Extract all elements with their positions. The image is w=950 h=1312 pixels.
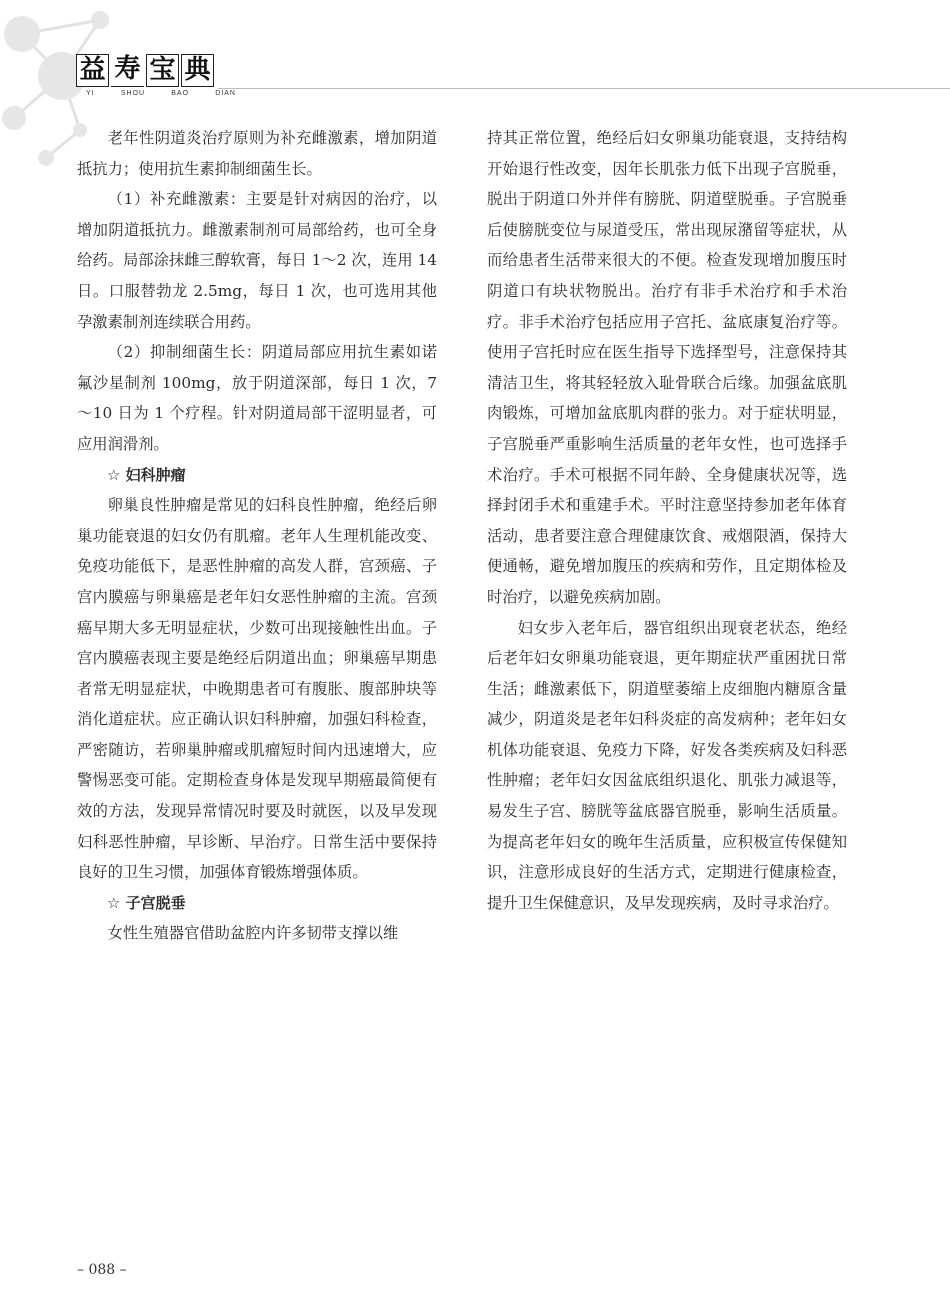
logo-char: 典	[181, 54, 214, 87]
pinyin-label: DIAN	[215, 90, 236, 97]
page-number: – 088 –	[77, 1262, 127, 1278]
logo-char: 宝	[146, 54, 179, 87]
right-text-column	[487, 123, 847, 918]
masthead-pinyin	[86, 90, 236, 97]
body-paragraph: （1）补充雌激素：主要是针对病因的治疗，以增加阴道抵抗力。雌激素制剂可局部给药，也可全身给药。局部涂抹雌三醇软膏，每日 1～2 次，连用 14 日。口服替勃龙 2.5mg，每日 1 次，也可选用其他孕激素制剂连续联合用药。	[77, 190, 437, 331]
masthead-logo	[76, 54, 214, 87]
section-heading: ☆ 妇科肿瘤	[107, 465, 186, 484]
body-paragraph: （2）抑制细菌生长：阴道局部应用抗生素如诺氟沙星制剂 100mg，放于阴道深部，每日 1 次，7～10 日为 1 个疗程。针对阴道局部干涩明显者，可应用润滑剂。	[77, 343, 437, 453]
header-rule	[218, 88, 950, 89]
body-paragraph: 持其正常位置，绝经后妇女卵巢功能衰退，支持结构开始退行性改变，因年长肌张力低下出现子宫脱垂，脱出于阴道口外并伴有膀胱、阴道壁脱垂。子宫脱垂后使膀胱变位与尿道受压，常出现尿潴留等症状，从而给患者生活带来很大的不便。检查发现增加腹压时阴道口有块状物脱出。治疗有非手术治疗和手术治疗。非手术治疗包括应用子宫托、盆底康复治疗等。使用子宫托时应在医生指导下选择型号，注意保持其清洁卫生，将其轻轻放入耻骨联合后缘。加强盆底肌肉锻炼，可增加盆底肌肉群的张力。对于症状明显，子宫脱垂严重影响生活质量的老年女性，也可选择手术治疗。手术可根据不同年龄、全身健康状况等，选择封闭手术和重建手术。平时注意坚持参加老年体育活动，患者要注意合理健康饮食、戒烟限酒，保持大便通畅，避免增加腹压的疾病和劳作，且定期体检及时治疗，以避免疾病加剧。	[487, 129, 847, 606]
body-paragraph: 女性生殖器官借助盆腔内许多韧带支撑以维	[107, 924, 399, 943]
pinyin-label: YI	[86, 90, 95, 97]
left-text-column	[77, 123, 437, 949]
pinyin-label: BAO	[171, 90, 190, 97]
body-paragraph: 卵巢良性肿瘤是常见的妇科良性肿瘤，绝经后卵巢功能衰退的妇女仍有肌瘤。老年人生理机能改变、免疫功能低下，是恶性肿瘤的高发人群，宫颈癌、子宫内膜癌与卵巢癌是老年妇女恶性肿瘤的主流。宫颈癌早期大多无明显症状，少数可出现接触性出血。子宫内膜癌表现主要是绝经后阴道出血；卵巢癌早期患者常无明显症状，中晚期患者可有腹胀、腹部肿块等消化道症状。应正确认识妇科肿瘤，加强妇科检查，严密随访，若卵巢肿瘤或肌瘤短时间内迅速增大，应警惕恶变可能。定期检查身体是发现早期癌最简便有效的方法，发现异常情况时要及时就医，以及早发现妇科恶性肿瘤，早诊断、早治疗。日常生活中要保持良好的卫生习惯，加强体育锻炼增强体质。	[77, 496, 437, 882]
pinyin-label: SHOU	[120, 90, 146, 97]
section-heading: ☆ 子宫脱垂	[107, 893, 186, 912]
logo-char: 益	[76, 54, 109, 87]
logo-char: 寿	[111, 54, 144, 87]
body-paragraph: 妇女步入老年后，器官组织出现衰老状态，绝经后老年妇女卵巢功能衰退，更年期症状严重困扰日常生活；雌激素低下，阴道壁萎缩上皮细胞内糖原含量减少，阴道炎是老年妇科炎症的高发病种；老年妇女机体功能衰退、免疫力下降，好发各类疾病及妇科恶性肿瘤；老年妇女因盆底组织退化、肌张力减退等，易发生子宫、膀胱等盆底器官脱垂，影响生活质量。为提高老年妇女的晚年生活质量，应积极宣传保健知识，注意形成良好的生活方式，定期进行健康检查，提升卫生保健意识，及早发现疾病，及时寻求治疗。	[487, 618, 847, 912]
body-paragraph: 老年性阴道炎治疗原则为补充雌激素，增加阴道抵抗力；使用抗生素抑制细菌生长。	[77, 129, 437, 178]
